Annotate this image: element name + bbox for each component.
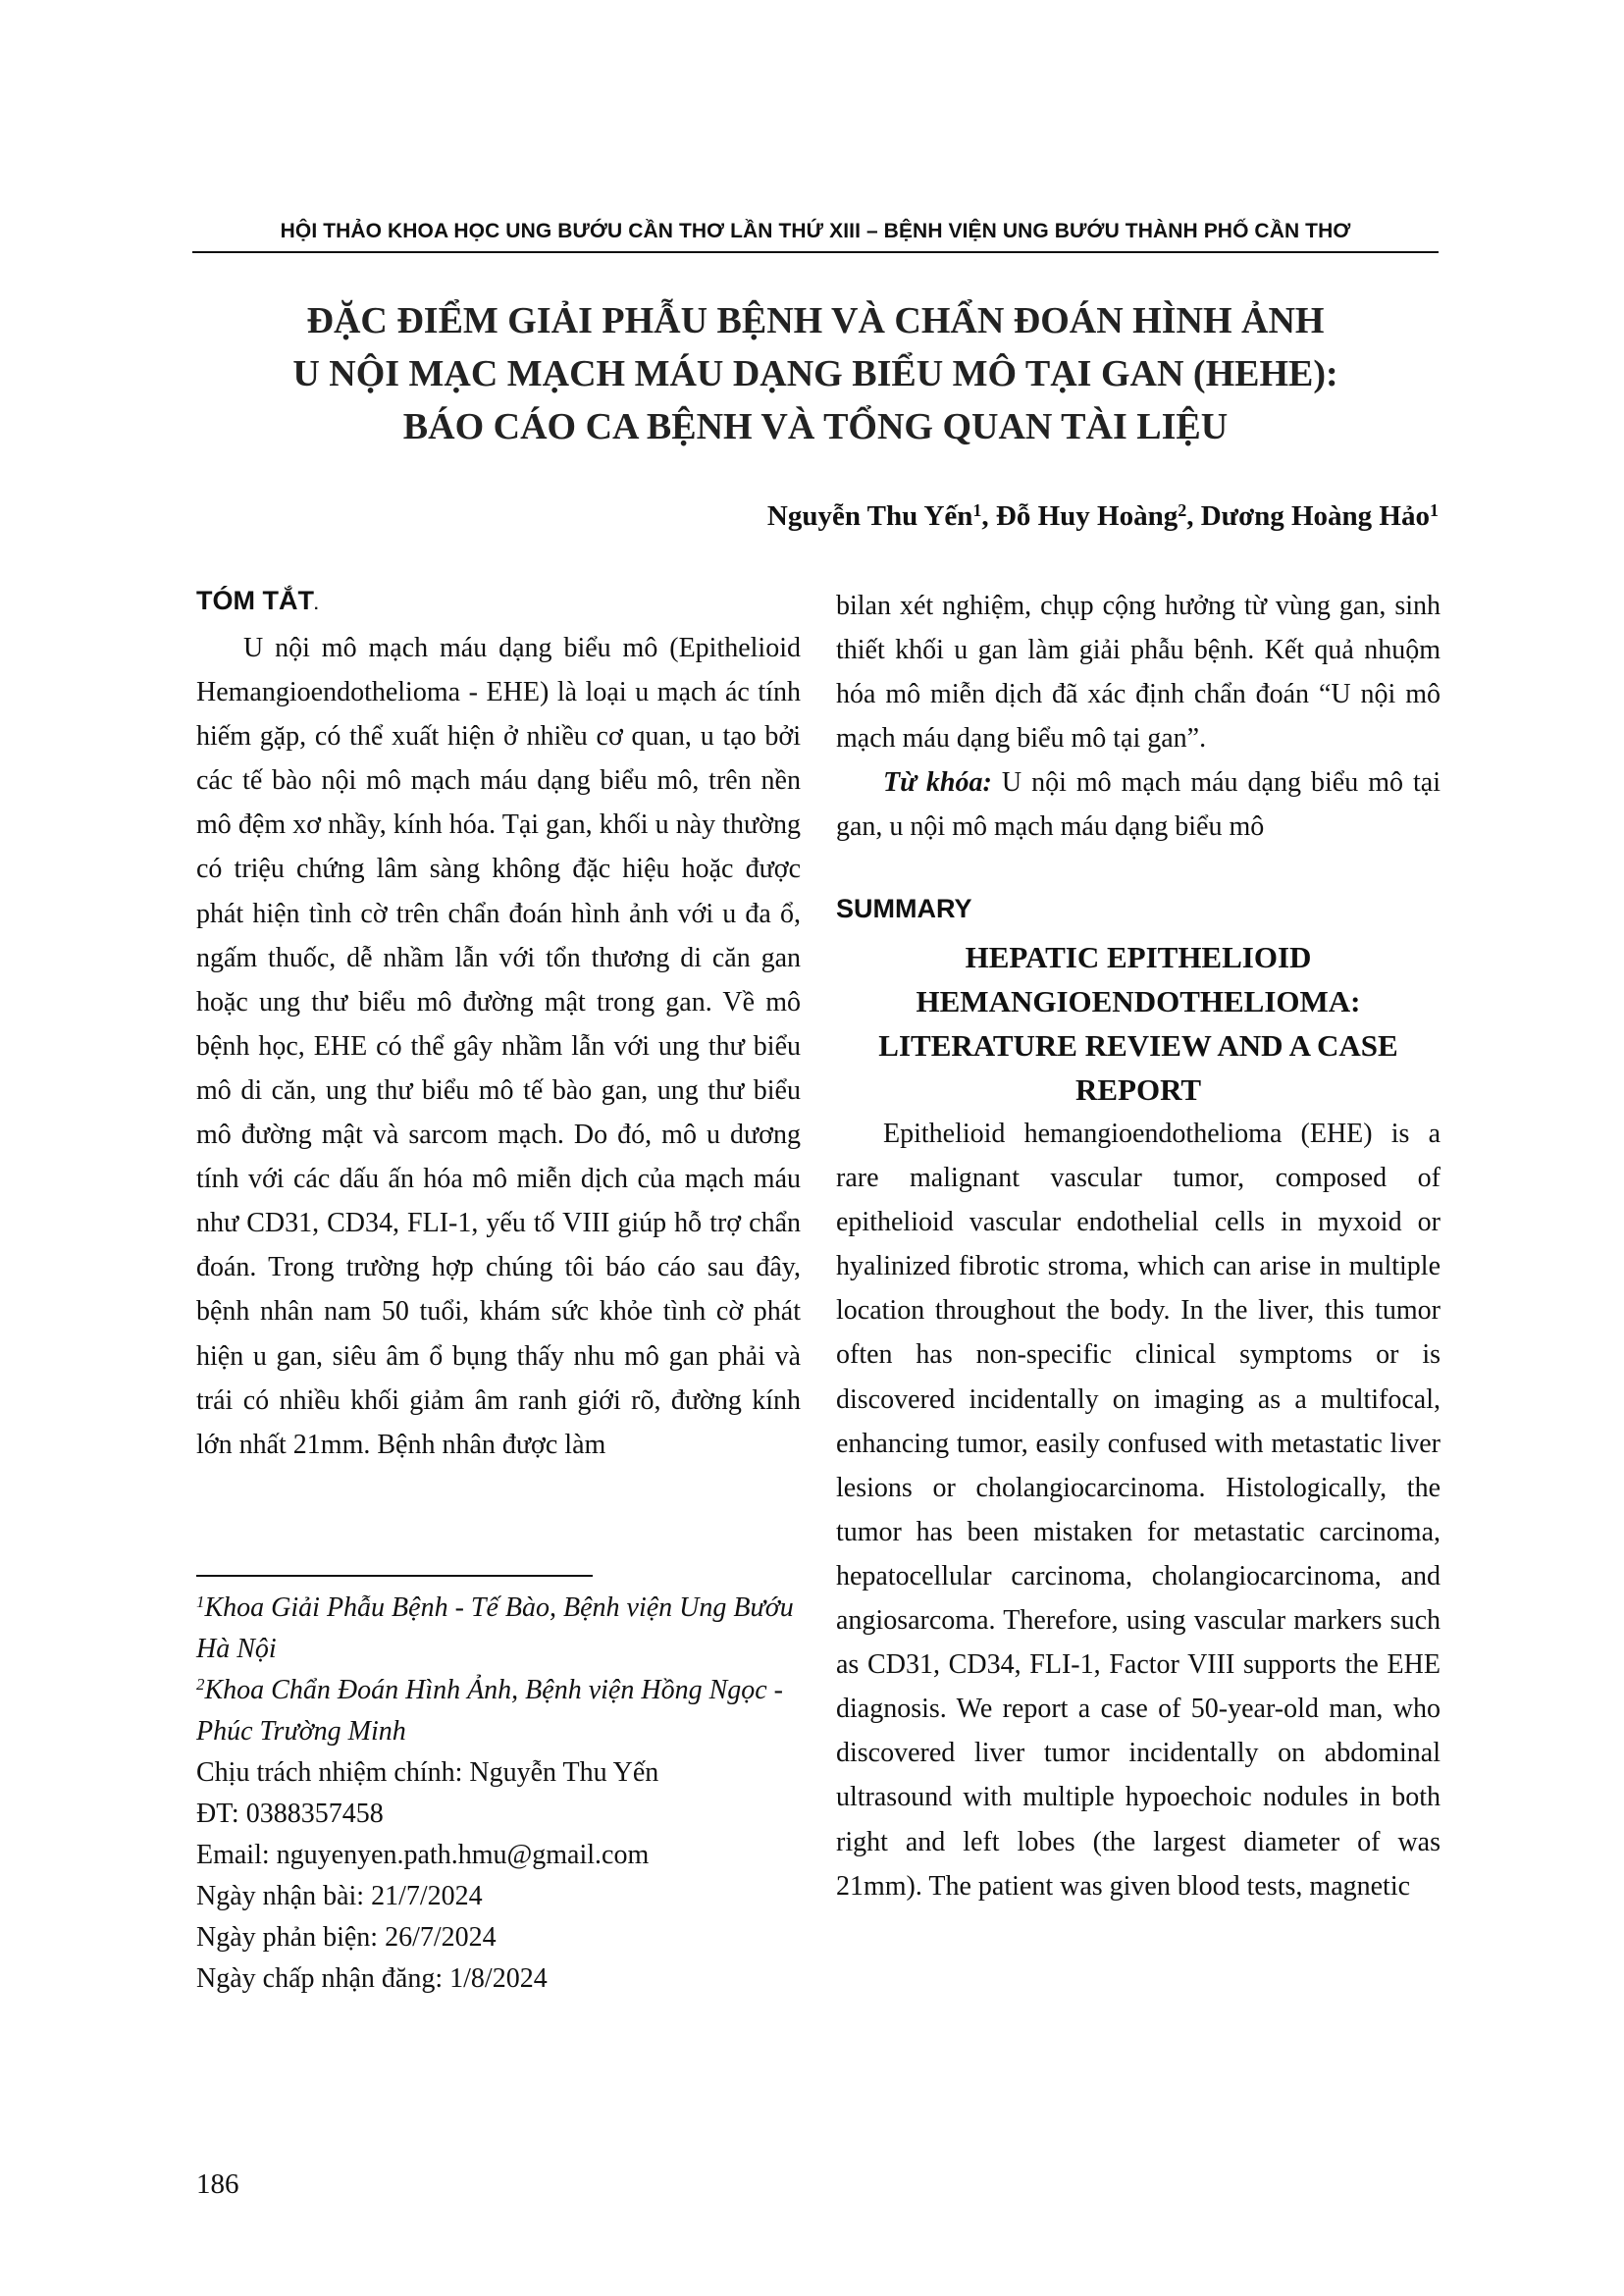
author-separator: ,: [1186, 500, 1201, 532]
affiliation-text: Khoa Chẩn Đoán Hình Ảnh, Bệnh viện Hồng Ngọc - Phúc Trường Minh: [196, 1675, 783, 1747]
date-reviewed: Ngày phản biện: 26/7/2024: [196, 1922, 497, 1953]
abstract-vi-text: bilan xét nghiệm, chụp cộng hưởng từ vùng gan, sinh thiết khối u gan làm giải phẫu bệnh. Kết quả nhuộm hóa mô miễn dịch đã xác định chẩn đoán “U nội mô mạch máu dạng biểu mô tại gan”.: [836, 591, 1441, 755]
footnotes: [196, 1588, 801, 2000]
summary-heading: SUMMARY: [836, 894, 972, 923]
english-title-line: LITERATURE REVIEW AND A CASE: [878, 1028, 1398, 1063]
title-line: ĐẶC ĐIỂM GIẢI PHẪU BỆNH VÀ CHẨN ĐOÁN HÌNH ẢNH: [306, 300, 1325, 341]
abstract-heading-text: TÓM TẮT: [196, 586, 314, 615]
corresponding-author: Chịu trách nhiệm chính: Nguyễn Thu Yến: [196, 1757, 659, 1788]
author-affiliation-mark: 1: [1430, 500, 1439, 520]
english-title-line: REPORT: [1074, 1072, 1202, 1107]
keywords-text: U nội mô mạch máu dạng biểu mô tại gan, u nội mô mạch máu dạng biểu mô: [836, 767, 1441, 843]
article-title: [192, 294, 1439, 453]
date-accepted: Ngày chấp nhận đăng: 1/8/2024: [196, 1963, 548, 1994]
footnote-rule: [196, 1575, 593, 1577]
english-title-line: HEMANGIOENDOTHELIOMA:: [916, 984, 1361, 1018]
abstract-vi-body: [196, 626, 801, 1467]
summary-body: [836, 1112, 1441, 1908]
phone: ĐT: 0388357458: [196, 1799, 384, 1829]
author-name: Dương Hoàng Hảo: [1200, 500, 1430, 532]
author-name: Đỗ Huy Hoàng: [995, 500, 1179, 532]
author-affiliation-mark: 1: [972, 500, 982, 520]
author-list: [192, 500, 1439, 533]
date-received: Ngày nhận bài: 21/7/2024: [196, 1881, 483, 1911]
keywords-label: Từ khóa:: [883, 767, 992, 798]
email: Email: nguyenyen.path.hmu@gmail.com: [196, 1840, 650, 1870]
title-line: U NỘI MẠC MẠCH MÁU DẠNG BIỂU MÔ TẠI GAN (HEHE):: [292, 353, 1338, 394]
header-rule: [192, 251, 1439, 253]
summary-text: Epithelioid hemangioendothelioma (EHE) is a rare malignant vascular tumor, composed of epithelioid vascular endothelial cells in myxoid or hyalinized fibrotic stroma, which can arise in multiple location throughout the body. In the liver, this tumor often has non-specific clinical symptoms or is discovered incidentally on imaging as a multifocal, enhancing tumor, easily confused with metastatic liver lesions or cholangiocarcinoma. Histologically, the tumor has been mistaken for metastatic carcinoma, hepatocellular carcinoma, cholangiocarcinoma, and angiosarcoma. Therefore, using vascular markers such as CD31, CD34, FLI-1, Factor VIII supports the EHE diagnosis. We report a case of 50-year-old man, who discovered liver tumor incidentally on abdominal ultrasound with multiple hypoechoic nodules in both right and left lobes (the largest diameter of was 21mm). The patient was given blood tests, magnetic: [836, 1119, 1441, 1902]
keywords: [836, 760, 1441, 849]
affiliation-text: Khoa Giải Phẫu Bệnh - Tế Bào, Bệnh viện Ung Bướu Hà Nội: [196, 1592, 794, 1664]
author-affiliation-mark: 2: [1178, 500, 1187, 520]
author-name: Nguyễn Thu Yến: [766, 500, 973, 532]
english-title: [836, 935, 1441, 1112]
page-number: 186: [196, 2168, 239, 2200]
running-header: HỘI THẢO KHOA HỌC UNG BƯỚU CẦN THƠ LẦN THỨ XIII – BỆNH VIỆN UNG BƯỚU THÀNH PHỐ CẦN THƠ: [280, 220, 1351, 242]
abstract-vi-text: U nội mô mạch máu dạng biểu mô (Epithelioid Hemangioendothelioma - EHE) là loại u mạch ác tính hiếm gặp, có thể xuất hiện ở nhiều cơ quan, u tạo bởi các tế bào nội mô mạch máu dạng biểu mô, trên nền mô đệm xơ nhầy, kính hóa. Tại gan, khối u này thường có triệu chứng lâm sàng không đặc hiệu hoặc được phát hiện tình cờ trên chẩn đoán hình ảnh với u đa ổ, ngấm thuốc, dễ nhầm lẫn với tổn thương di căn gan hoặc ung thư biểu mô đường mật trong gan. Về mô bệnh học, EHE có thể gây nhầm lẫn với ung thư biểu mô di căn, ung thư biểu mô tế bào gan, ung thư biểu mô đường mật và sarcom mạch. Do đó, mô u dương tính với các dấu ấn hóa mô miễn dịch của mạch máu như CD31, CD34, FLI-1, yếu tố VIII giúp hỗ trợ chẩn đoán. Trong trường hợp chúng tôi báo cáo sau đây, bệnh nhân nam 50 tuổi, khám sức khỏe tình cờ phát hiện u gan, siêu âm ổ bụng thấy nhu mô gan phải và trái có nhiều khối giảm âm ranh giới rõ, đường kính lớn nhất 21mm. Bệnh nhân được làm: [196, 633, 801, 1460]
footnote-mark: 1: [196, 1592, 205, 1611]
abstract-vi-continued: [836, 584, 1441, 760]
affiliation-footnote: [196, 1588, 801, 1670]
abstract-heading-suffix: .: [313, 597, 319, 613]
affiliation-footnote: [196, 1670, 801, 1752]
author-separator: ,: [981, 500, 996, 532]
title-line: BÁO CÁO CA BỆNH VÀ TỔNG QUAN TÀI LIỆU: [402, 406, 1229, 447]
abstract-heading: [196, 586, 318, 616]
english-title-line: HEPATIC EPITHELIOID: [965, 940, 1312, 974]
footnote-mark: 2: [196, 1675, 205, 1694]
